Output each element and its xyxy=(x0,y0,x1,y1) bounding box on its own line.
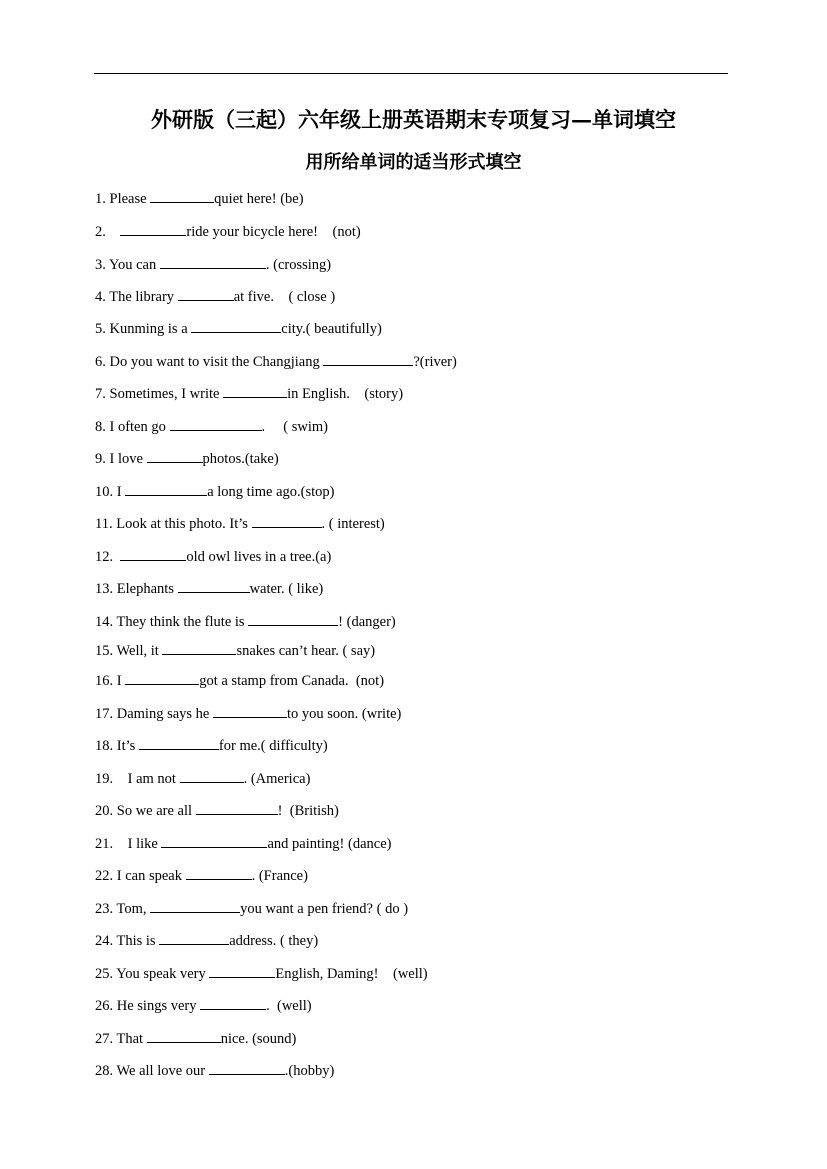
answer-blank[interactable] xyxy=(213,703,287,718)
question-item xyxy=(95,670,384,690)
answer-blank[interactable] xyxy=(139,735,219,750)
question-prefix: 26. He sings very xyxy=(95,998,201,1014)
question-item xyxy=(95,1060,334,1080)
question-prefix: 5. Kunming is a xyxy=(95,321,192,337)
answer-blank[interactable] xyxy=(209,963,275,978)
answer-blank[interactable] xyxy=(162,640,236,655)
answer-blank[interactable] xyxy=(125,670,199,685)
answer-blank[interactable] xyxy=(200,995,266,1010)
question-suffix: old owl lives in a tree.(a) xyxy=(186,549,332,565)
question-prefix: 3. You can xyxy=(95,257,160,273)
question-item xyxy=(95,513,385,533)
question-prefix: 15. Well, it xyxy=(95,643,163,659)
question-suffix: ?(river) xyxy=(413,354,457,370)
question-item xyxy=(95,286,335,306)
question-prefix: 7. Sometimes, I write xyxy=(95,386,224,402)
question-item xyxy=(95,221,361,241)
answer-blank[interactable] xyxy=(223,383,287,398)
question-prefix: 16. I xyxy=(95,673,126,689)
answer-blank[interactable] xyxy=(120,221,186,236)
answer-blank[interactable] xyxy=(178,578,250,593)
question-suffix: ! (British) xyxy=(277,803,339,819)
question-item xyxy=(95,963,428,983)
question-prefix: 13. Elephants xyxy=(95,581,178,597)
question-suffix: for me.( difficulty) xyxy=(218,738,328,754)
question-item xyxy=(95,578,323,598)
question-prefix: 20. So we are all xyxy=(95,803,196,819)
question-item xyxy=(95,930,318,950)
question-item xyxy=(95,448,279,468)
answer-blank[interactable] xyxy=(191,318,281,333)
question-suffix: . ( interest) xyxy=(321,516,385,532)
answer-blank[interactable] xyxy=(186,865,252,880)
answer-blank[interactable] xyxy=(147,448,203,463)
question-suffix: . (well) xyxy=(266,998,312,1014)
question-item xyxy=(95,735,328,755)
answer-blank[interactable] xyxy=(180,768,244,783)
answer-blank[interactable] xyxy=(178,286,234,301)
question-suffix: and painting! (dance) xyxy=(267,836,392,852)
question-prefix: 4. The library xyxy=(95,289,178,305)
question-prefix: 21. I like xyxy=(95,836,162,852)
question-item xyxy=(95,383,403,403)
question-suffix: in English. (story) xyxy=(287,386,404,402)
answer-blank[interactable] xyxy=(161,833,267,848)
question-item xyxy=(95,481,334,501)
answer-blank[interactable] xyxy=(150,898,240,913)
question-prefix: 10. I xyxy=(95,484,126,500)
question-prefix: 25. You speak very xyxy=(95,966,210,982)
question-item xyxy=(95,865,308,885)
question-item xyxy=(95,800,339,820)
question-item xyxy=(95,416,328,436)
question-suffix: got a stamp from Canada. (not) xyxy=(199,673,385,689)
question-item xyxy=(95,898,408,918)
question-item xyxy=(95,703,401,723)
question-prefix: 27. That xyxy=(95,1031,147,1047)
question-prefix: 22. I can speak xyxy=(95,868,186,884)
question-item xyxy=(95,546,331,566)
question-prefix: 6. Do you want to visit the Changjiang xyxy=(95,354,324,370)
answer-blank[interactable] xyxy=(120,546,186,561)
question-prefix: 8. I often go xyxy=(95,419,170,435)
question-suffix: city.( beautifully) xyxy=(281,321,382,337)
question-item xyxy=(95,640,375,660)
answer-blank[interactable] xyxy=(209,1060,285,1075)
question-item xyxy=(95,611,396,631)
answer-blank[interactable] xyxy=(252,513,322,528)
answer-blank[interactable] xyxy=(170,416,262,431)
question-item xyxy=(95,1028,296,1048)
question-item xyxy=(95,351,457,371)
question-prefix: 28. We all love our xyxy=(95,1063,209,1079)
answer-blank[interactable] xyxy=(159,930,229,945)
question-prefix: 2. xyxy=(95,224,121,240)
question-suffix: . (France) xyxy=(251,868,308,884)
answer-blank[interactable] xyxy=(150,188,214,203)
question-item xyxy=(95,188,304,208)
question-suffix: English, Daming! (well) xyxy=(275,966,428,982)
question-suffix: . (crossing) xyxy=(265,257,332,273)
question-suffix: .(hobby) xyxy=(284,1063,335,1079)
answer-blank[interactable] xyxy=(323,351,413,366)
question-suffix: address. ( they) xyxy=(229,933,319,949)
question-item xyxy=(95,833,391,853)
question-suffix: . (America) xyxy=(243,771,311,787)
question-suffix: photos.(take) xyxy=(202,451,279,467)
question-prefix: 23. Tom, xyxy=(95,901,151,917)
question-suffix: a long time ago.(stop) xyxy=(207,484,335,500)
question-item xyxy=(95,254,331,274)
question-suffix: to you soon. (write) xyxy=(287,706,402,722)
page-title: 外研版（三起）六年级上册英语期末专项复习—单词填空 xyxy=(151,107,676,132)
question-suffix: you want a pen friend? ( do ) xyxy=(240,901,409,917)
question-prefix: 11. Look at this photo. It’s xyxy=(95,516,252,532)
question-prefix: 24. This is xyxy=(95,933,160,949)
question-suffix: at five. ( close ) xyxy=(233,289,336,305)
instruction-subtitle: 用所给单词的适当形式填空 xyxy=(305,152,522,173)
question-suffix: nice. (sound) xyxy=(220,1031,297,1047)
answer-blank[interactable] xyxy=(147,1028,221,1043)
question-prefix: 14. They think the flute is xyxy=(95,614,249,630)
question-prefix: 1. Please xyxy=(95,191,151,207)
question-suffix: water. ( like) xyxy=(249,581,324,597)
question-item xyxy=(95,318,382,338)
answer-blank[interactable] xyxy=(248,611,338,626)
header-rule xyxy=(94,73,728,74)
question-suffix: quiet here! (be) xyxy=(214,191,304,207)
question-item xyxy=(95,995,312,1015)
question-item xyxy=(95,768,310,788)
question-prefix: 12. xyxy=(95,549,121,565)
question-prefix: 18. It’s xyxy=(95,738,139,754)
question-prefix: 17. Daming says he xyxy=(95,706,213,722)
answer-blank[interactable] xyxy=(125,481,207,496)
question-suffix: . ( swim) xyxy=(261,419,328,435)
answer-blank[interactable] xyxy=(160,254,266,269)
question-prefix: 9. I love xyxy=(95,451,147,467)
answer-blank[interactable] xyxy=(196,800,278,815)
question-suffix: ! (danger) xyxy=(338,614,396,630)
question-suffix: snakes can’t hear. ( say) xyxy=(236,643,376,659)
question-prefix: 19. I am not xyxy=(95,771,180,787)
question-suffix: ride your bicycle here! (not) xyxy=(186,224,361,240)
